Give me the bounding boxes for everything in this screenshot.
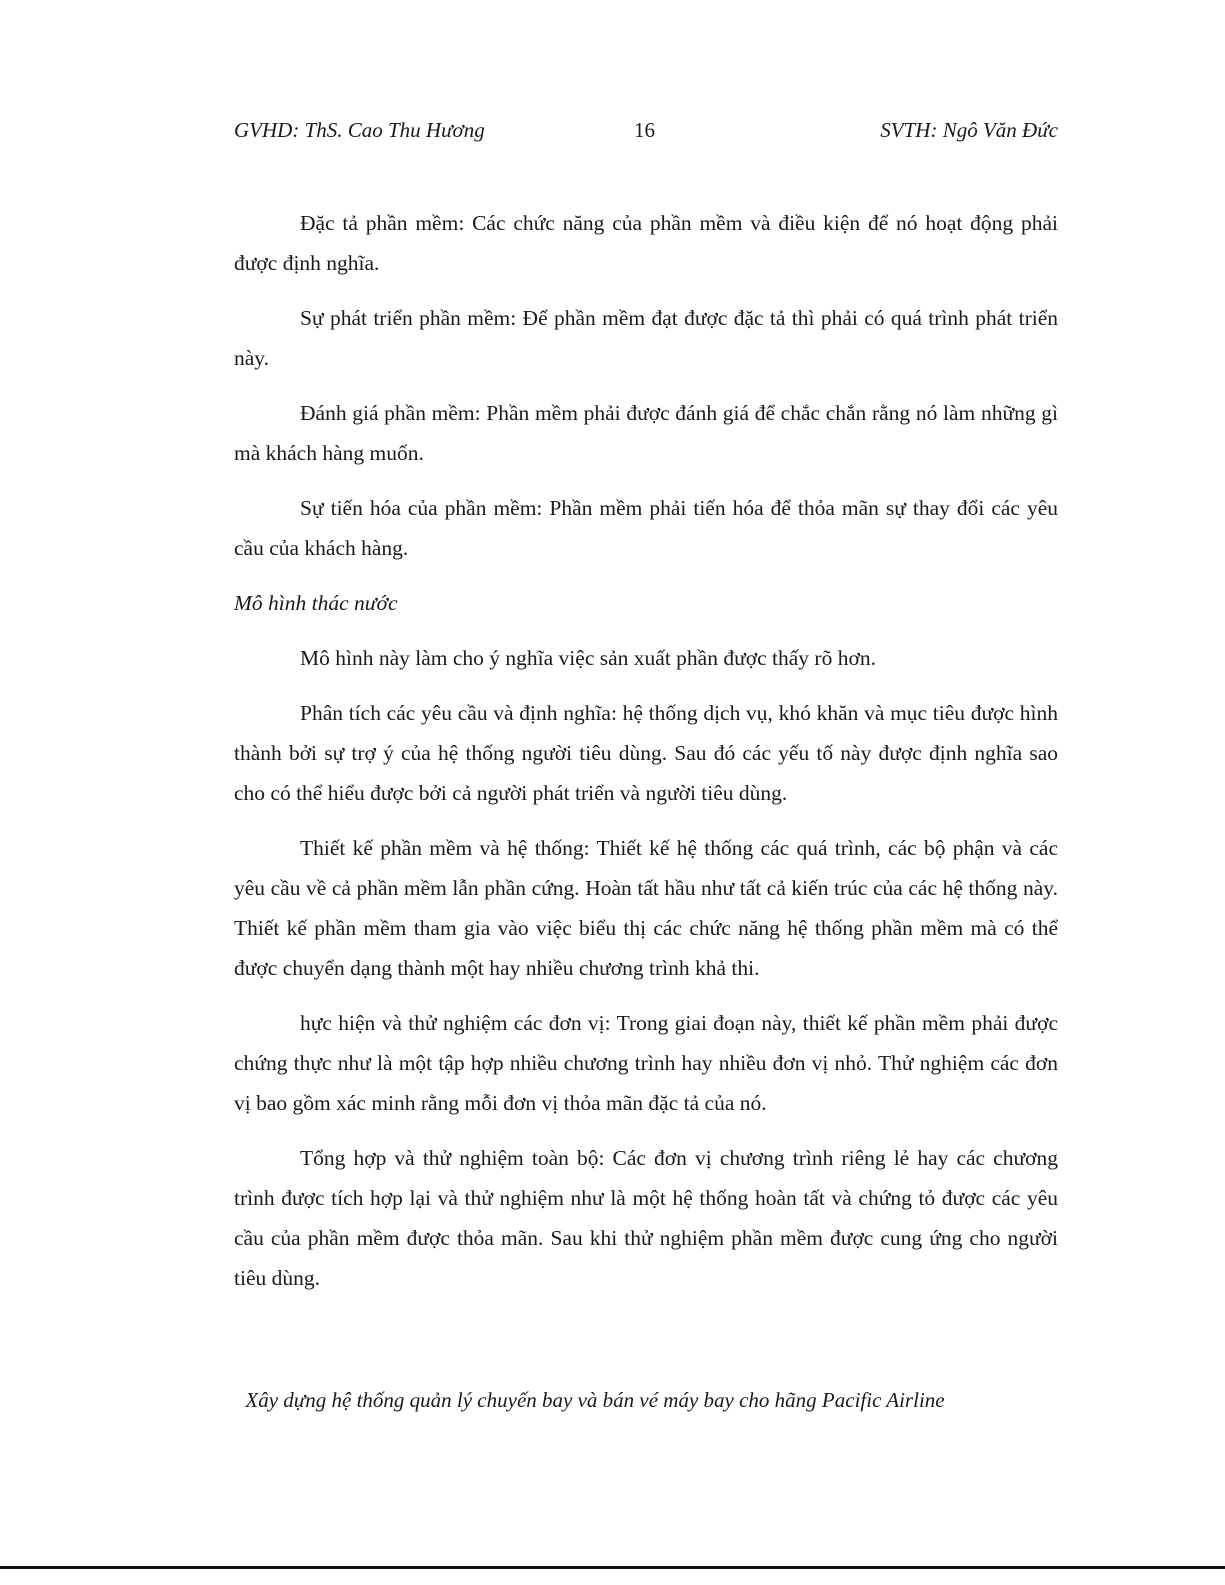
header-instructor: GVHD: ThS. Cao Thu Hương [234, 118, 485, 142]
paragraph-integration-testing: Tổng hợp và thử nghiệm toàn bộ: Các đơn vị chương trình riêng lẻ hay các chương trình được tích hợp lại và thử nghiệm như là một hệ thống hoàn tất và chứng tỏ được các yêu cầu của phần mềm được thỏa mãn. Sau khi thử nghiệm phần mềm được cung ứng cho người tiêu dùng. [234, 1146, 1058, 1290]
paragraph-software-specification: Đặc tả phần mềm: Các chức năng của phần mềm và điều kiện để nó hoạt động phải được định nghĩa. [234, 211, 1058, 275]
bottom-scan-edge [0, 1566, 1225, 1569]
paragraph-software-development: Sự phát triển phần mềm: Để phần mềm đạt được đặc tả thì phải có quá trình phát triển này. [234, 306, 1058, 370]
page-footer: Xây dựng hệ thống quản lý chuyến bay và bán vé máy bay cho hãng Pacific Airline [245, 1388, 945, 1412]
paragraph-software-evolution: Sự tiến hóa của phần mềm: Phần mềm phải tiến hóa để thỏa mãn sự thay đổi các yêu cầu của khách hàng. [234, 496, 1058, 560]
paragraph-unit-testing: hực hiện và thử nghiệm các đơn vị: Trong giai đoạn này, thiết kế phần mềm phải được chứng thực như là một tập hợp nhiều chương trình hay nhiều đơn vị nhỏ. Thử nghiệm các đơn vị bao gồm xác minh rằng mỗi đơn vị thỏa mãn đặc tả của nó. [234, 1011, 1058, 1115]
section-heading-waterfall: Mô hình thác nước [234, 591, 398, 615]
paragraph-waterfall-intro: Mô hình này làm cho ý nghĩa việc sản xuất phần được thấy rõ hơn. [300, 646, 876, 670]
page-body [234, 203, 1058, 1313]
page-number: 16 [634, 118, 655, 142]
page-header [234, 118, 1058, 148]
header-student: SVTH: Ngô Văn Đức [880, 118, 1058, 142]
paragraph-requirements: Phân tích các yêu cầu và định nghĩa: hệ thống dịch vụ, khó khăn và mục tiêu được hình thành bởi sự trợ ý của hệ thống người tiêu dùng. Sau đó các yếu tố này được định nghĩa sao cho có thể hiểu được bởi cả người phát triển và người tiêu dùng. [234, 701, 1058, 805]
paragraph-software-validation: Đánh giá phần mềm: Phần mềm phải được đánh giá để chắc chắn rằng nó làm những gì mà khách hàng muốn. [234, 401, 1058, 465]
paragraph-system-design: Thiết kế phần mềm và hệ thống: Thiết kế hệ thống các quá trình, các bộ phận và các yêu cầu về cả phần mềm lẫn phần cứng. Hoàn tất hầu như tất cả kiến trúc của các hệ thống này. Thiết kế phần mềm tham gia vào việc biểu thị các chức năng hệ thống phần mềm mà có thể được chuyển dạng thành một hay nhiều chương trình khả thi. [234, 836, 1058, 980]
